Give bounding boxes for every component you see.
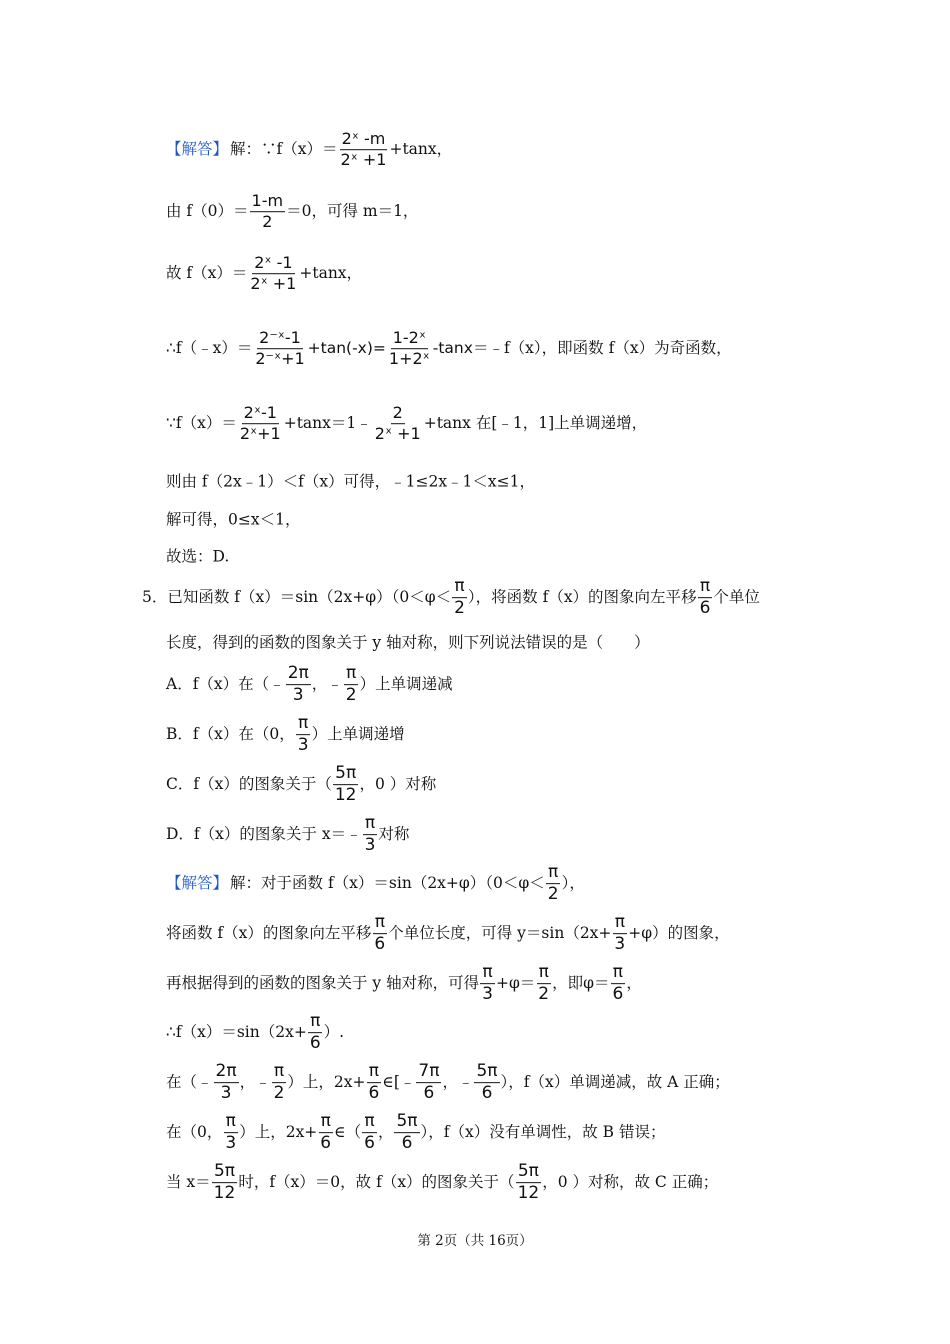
fraction-denominator: 3 <box>292 685 304 705</box>
fraction-denominator: 2 <box>454 598 465 618</box>
line-text: ）上，2x+ <box>239 1123 318 1142</box>
fraction-denominator: 6 <box>374 934 386 954</box>
line-text: 将函数 f（x）的图象向左平移 <box>166 924 372 943</box>
fraction <box>344 665 359 705</box>
fraction-numerator: π <box>273 1061 285 1082</box>
fraction-denominator: 2 <box>262 212 273 231</box>
text-line <box>166 512 300 528</box>
fraction <box>536 964 551 1004</box>
text-line <box>166 715 405 755</box>
fraction-denominator: 2ˣ+1 <box>239 424 281 443</box>
fraction <box>362 1113 377 1153</box>
fraction-numerator: 5π <box>476 1061 498 1082</box>
fraction-numerator: π <box>548 862 559 883</box>
line-text: ）. <box>323 1023 345 1042</box>
fraction <box>363 815 378 855</box>
fraction-numerator: 7π <box>418 1061 440 1082</box>
line-text: ∴f（x）＝sin（2x+ <box>166 1023 307 1042</box>
line-text: ）上单调递增 <box>311 725 405 744</box>
fraction-denominator: 2⁻ˣ+1 <box>255 349 305 368</box>
fraction-denominator: 1+2ˣ <box>388 349 430 368</box>
fraction-numerator: π <box>225 1111 236 1132</box>
fraction-denominator: 3 <box>482 984 493 1004</box>
fraction-numerator: π <box>699 576 711 597</box>
fraction <box>318 1113 333 1153</box>
formula-text: +tan(-x)= <box>307 339 386 358</box>
fraction <box>223 1113 238 1153</box>
fraction <box>480 964 495 1004</box>
line-text: 故 f（x）＝ <box>166 264 248 283</box>
text-line <box>166 1063 730 1103</box>
fraction <box>238 405 283 443</box>
fraction-numerator: π <box>368 1061 380 1082</box>
fraction <box>212 1163 238 1203</box>
text-line <box>166 330 732 368</box>
fraction-numerator: 5π <box>213 1161 236 1182</box>
fraction <box>394 1113 419 1153</box>
fraction-numerator: 5π <box>396 1111 418 1132</box>
fraction-denominator: 3 <box>225 1133 237 1153</box>
fraction <box>333 765 359 805</box>
line-text: ）， <box>561 874 585 893</box>
text-line <box>166 193 418 231</box>
line-text: ，0 ）对称，故 C 正确； <box>542 1173 719 1192</box>
fraction <box>452 578 467 618</box>
fraction-numerator: 2 <box>392 403 403 423</box>
line-text: ，﹣ <box>239 1073 271 1092</box>
answer-tag: 【解答】 <box>166 140 229 159</box>
fraction-numerator: π <box>310 1011 321 1032</box>
line-text: 在（﹣ <box>166 1073 213 1092</box>
line-text: ∈[﹣ <box>382 1073 416 1092</box>
fraction-denominator: 3 <box>297 735 309 755</box>
text-line <box>166 255 362 293</box>
line-text: 长度，得到的函数的图象关于 y 轴对称，则下列说法错误的是（ ） <box>166 633 650 652</box>
line-text: ＝0，可得 m＝1， <box>286 202 419 221</box>
fraction-numerator: 2⁻ˣ-1 <box>259 328 301 348</box>
fraction <box>612 914 627 954</box>
fraction-denominator: 6 <box>309 1033 321 1053</box>
line-text: 时，f（x）＝0，故 f（x）的图象关于（ <box>238 1173 515 1192</box>
fraction-denominator: 6 <box>401 1133 413 1153</box>
page-footer: 第 2页（共 16页） <box>417 1233 533 1249</box>
line-text: +φ＝ <box>495 974 536 993</box>
text-line <box>166 635 650 651</box>
fraction-numerator: 2ˣ-1 <box>243 403 277 423</box>
line-text: +tanx＝1﹣ <box>283 414 372 433</box>
fraction-numerator: 5π <box>517 1161 539 1182</box>
line-text: ），f（x）单调递减，故 A 正确； <box>500 1073 730 1092</box>
line-text: ， <box>377 1123 394 1142</box>
formula-text: -tanx <box>432 339 473 358</box>
fraction-denominator: 2 <box>273 1083 285 1103</box>
line-text: 则由 f（2x﹣1）＜f（x）可得，﹣1≤2x﹣1＜x≤1， <box>166 472 536 491</box>
fraction-denominator: 2 <box>547 884 559 904</box>
fraction-numerator: 2π <box>215 1061 237 1082</box>
fraction-numerator: π <box>614 912 625 933</box>
line-text: 故选：D. <box>166 547 230 566</box>
text-line <box>166 665 453 705</box>
fraction-denominator: 3 <box>220 1083 232 1103</box>
text-line <box>166 914 730 954</box>
fraction <box>416 1063 441 1103</box>
fraction-numerator: π <box>612 962 624 983</box>
fraction <box>248 255 298 293</box>
fraction-denominator: 2 <box>538 984 550 1004</box>
fraction-denominator: 2ˣ +1 <box>374 424 421 443</box>
line-text: 在（0， <box>166 1123 223 1142</box>
fraction-denominator: 6 <box>612 984 624 1004</box>
line-text: 个单位 <box>713 588 760 607</box>
text-line <box>166 815 409 855</box>
line-text: ，即φ＝ <box>552 974 610 993</box>
fraction-denominator: 2ˣ +1 <box>250 274 297 293</box>
fraction <box>610 964 625 1004</box>
fraction <box>387 330 432 368</box>
text-line <box>166 864 585 904</box>
line-text: ＝﹣f（x），即函数 f（x）为奇函数， <box>472 339 732 358</box>
text-line <box>166 1013 344 1053</box>
line-text: +tanx， <box>299 264 363 283</box>
line-text: D．f（x）的图象关于 x＝﹣ <box>166 825 362 844</box>
fraction <box>339 131 389 169</box>
fraction-numerator: 2ˣ -m <box>341 129 386 149</box>
fraction-numerator: π <box>320 1111 331 1132</box>
line-text: B．f（x）在（0， <box>166 725 295 744</box>
line-text: 由 f（0）＝ <box>166 202 249 221</box>
fraction <box>286 665 311 705</box>
text-line <box>166 549 229 565</box>
fraction-denominator: 6 <box>320 1133 332 1153</box>
fraction <box>272 1063 287 1103</box>
fraction-numerator: 1-m <box>251 191 284 211</box>
fraction-numerator: π <box>538 962 549 983</box>
fraction-denominator: 6 <box>699 598 711 618</box>
fraction-numerator: 2ˣ -1 <box>254 253 293 273</box>
fraction-numerator: π <box>298 713 309 734</box>
line-text: ∈（ <box>334 1123 362 1142</box>
line-text: ， <box>626 974 642 993</box>
line-text: 个单位长度，可得 y＝sin（2x+ <box>388 924 612 943</box>
line-text: ，﹣ <box>311 675 343 694</box>
line-text: ∵f（x）＝ <box>166 414 237 433</box>
text-line <box>166 405 647 443</box>
fraction-numerator: π <box>454 576 465 597</box>
fraction <box>250 193 286 231</box>
fraction <box>474 1063 499 1103</box>
fraction <box>308 1013 323 1053</box>
fraction <box>296 715 311 755</box>
line-text: ）上单调递减 <box>359 675 453 694</box>
fraction-denominator: 12 <box>334 785 357 805</box>
line-text: ∴f（﹣x）＝ <box>166 339 253 358</box>
line-text: 5．已知函数 f（x）＝sin（2x+φ）（0＜φ＜ <box>142 588 452 607</box>
fraction-denominator: 6 <box>481 1083 493 1103</box>
line-text: ，0 ）对称 <box>359 775 437 794</box>
text-line <box>166 964 642 1004</box>
answer-tag: 【解答】 <box>166 874 229 893</box>
fraction <box>516 1163 542 1203</box>
line-text: A．f（x）在（﹣ <box>166 675 285 694</box>
line-text: C．f（x）的图象关于（ <box>166 775 332 794</box>
fraction <box>367 1063 382 1103</box>
fraction-numerator: 2π <box>287 663 309 684</box>
line-text: 解可得，0≤x＜1， <box>166 510 301 529</box>
fraction <box>698 578 713 618</box>
line-text: +tanx， <box>389 140 453 159</box>
text-line <box>166 1163 718 1203</box>
line-text: ，﹣ <box>442 1073 474 1092</box>
line-text: 解：对于函数 f（x）＝sin（2x+φ）（0＜φ＜ <box>230 874 545 893</box>
fraction-numerator: 5π <box>335 763 357 784</box>
line-text: ）上，2x+ <box>287 1073 366 1092</box>
line-text: 解：∵f（x）＝ <box>230 140 338 159</box>
fraction-numerator: π <box>346 663 357 684</box>
fraction-numerator: π <box>374 912 385 933</box>
fraction <box>372 914 387 954</box>
text-line <box>166 765 436 805</box>
fraction-numerator: 1-2ˣ <box>392 328 426 348</box>
line-text: +φ）的图象， <box>628 924 730 943</box>
fraction <box>373 405 423 443</box>
line-text: 当 x＝ <box>166 1173 211 1192</box>
fraction-denominator: 3 <box>614 934 626 954</box>
line-text: 对称 <box>378 825 410 844</box>
line-text: ），将函数 f（x）的图象向左平移 <box>467 588 697 607</box>
line-text: +tanx 在[﹣1，1]上单调递增， <box>423 414 648 433</box>
fraction <box>546 864 561 904</box>
fraction-denominator: 2 <box>345 685 357 705</box>
text-line <box>166 1113 666 1153</box>
fraction <box>253 330 306 368</box>
text-line <box>166 474 535 490</box>
fraction-denominator: 12 <box>213 1183 236 1203</box>
fraction <box>214 1063 239 1103</box>
fraction-denominator: 6 <box>364 1133 375 1153</box>
text-line <box>166 131 452 169</box>
line-text: ），f（x）没有单调性，故 B 错误； <box>420 1123 666 1142</box>
fraction-denominator: 3 <box>364 835 376 855</box>
line-text: 再根据得到的函数的图象关于 y 轴对称，可得 <box>166 974 480 993</box>
fraction-denominator: 6 <box>423 1083 435 1103</box>
fraction-numerator: π <box>364 1111 375 1132</box>
fraction-denominator: 6 <box>368 1083 380 1103</box>
fraction-denominator: 12 <box>517 1183 540 1203</box>
fraction-denominator: 2ˣ +1 <box>340 150 387 169</box>
text-line <box>142 578 760 618</box>
fraction-numerator: π <box>364 813 376 834</box>
fraction-numerator: π <box>482 962 493 983</box>
